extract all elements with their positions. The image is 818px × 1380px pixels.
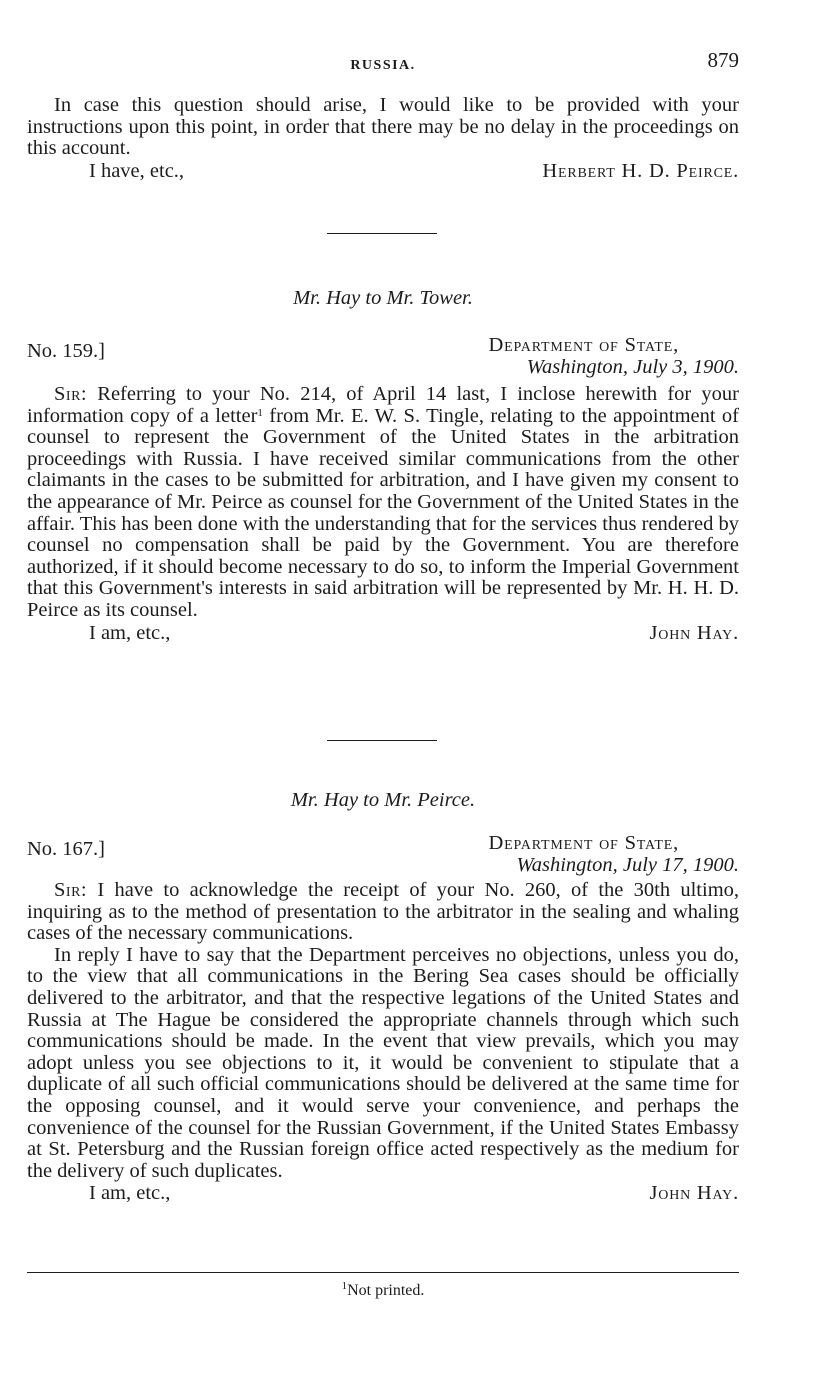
dispatch-number: No. 167.] (27, 838, 106, 860)
salutation: Sir: (54, 879, 88, 901)
letter-date: Washington, July 3, 1900. (526, 356, 739, 378)
previous-letter-closing-line (27, 160, 739, 184)
previous-letter-paragraph: In case this question should arise, I would like to be provided with your instructions upon this point, in order that there may be no delay in the proceedings on this account. (27, 94, 739, 160)
dispatch-number: No. 159.] (27, 340, 106, 362)
section-divider (327, 233, 437, 234)
letter-paragraph (27, 384, 739, 622)
letter-closing-line (27, 1182, 739, 1206)
signature: Herbert H. D. Peirce. (542, 159, 739, 182)
salutation: Sir: (54, 383, 88, 405)
footnote-divider (27, 1272, 739, 1273)
letter-heading: Mr. Hay to Mr. Peirce. (290, 789, 476, 811)
section-divider (327, 740, 437, 741)
paragraph-text: from Mr. E. W. S. Tingle, relating to the appointment of counsel to represent the Government of the United States in the arbitration proceedings with Russia. I have received similar communications from the other claimants in the cases to be submitted for arbitration, and I have given my consent to the appearance of Mr. Peirce as counsel for the Government of the United States in the affair. This has been done with the understanding that for the services thus rendered by counsel no compensation shall be paid by the Government. You are therefore authorized, if it should become necessary to do so, to inform the Imperial Government that this Government's interests in said arbitration will be represented by Mr. H. H. D. Peirce as its counsel. (27, 404, 740, 621)
letter-date: Washington, July 17, 1900. (516, 854, 739, 876)
letter-closing-line (27, 622, 739, 646)
document-page (27, 0, 739, 1380)
department-name: Department of State, (488, 832, 679, 854)
page-number: 879 (707, 48, 739, 72)
footnote (27, 1282, 739, 1300)
letter-paragraph (27, 880, 739, 945)
closing-phrase: I have, etc., (89, 159, 185, 182)
signature: John Hay. (649, 621, 739, 644)
letter-body (27, 384, 739, 646)
letter-body (27, 880, 739, 1206)
page-header (27, 48, 739, 78)
letter-dateline (27, 832, 739, 878)
closing-phrase: I am, etc., (89, 1182, 171, 1205)
paragraph-text: I have to acknowledge the receipt of your No. 260, of the 30th ultimo, inquiring as to the method of presentation to the arbitrator in the sealing and whaling cases of the necessary communications. (27, 879, 740, 945)
closing-phrase: I am, etc., (89, 621, 171, 644)
previous-letter-conclusion (27, 95, 739, 184)
footnote-reference: 1 (257, 406, 263, 419)
letter-paragraph: In reply I have to say that the Department perceives no objections, unless you do, to the view that all communications in the Bering Sea cases should be officially delivered to the arbitrator, and that the respective legations of the United States and Russia at The Hague be considered the appropriate channels through which such communications should be made. In the event that view prevails, which you may adopt unless you see objections to it, it would be convenient to stipulate that a duplicate of all such official communications should be delivered at the same time for the opposing counsel, and it would serve your convenience, and perhaps the convenience of the counsel for the Russian Government, if the United States Embassy at St. Petersburg and the Russian foreign office acted respectively as the medium for the delivery of such duplicates. (27, 943, 739, 1182)
paragraph-text: Referring to your No. 214, of April 14 last, I inclose herewith for your information copy of a letter (27, 383, 739, 427)
department-name: Department of State, (488, 334, 679, 356)
running-title: RUSSIA. (350, 58, 416, 73)
letter-heading: Mr. Hay to Mr. Tower. (293, 287, 473, 309)
signature: John Hay. (649, 1182, 739, 1205)
letter-dateline (27, 334, 739, 380)
footnote-mark: 1 (341, 1280, 348, 1292)
footnote-text: Not printed. (347, 1282, 425, 1299)
